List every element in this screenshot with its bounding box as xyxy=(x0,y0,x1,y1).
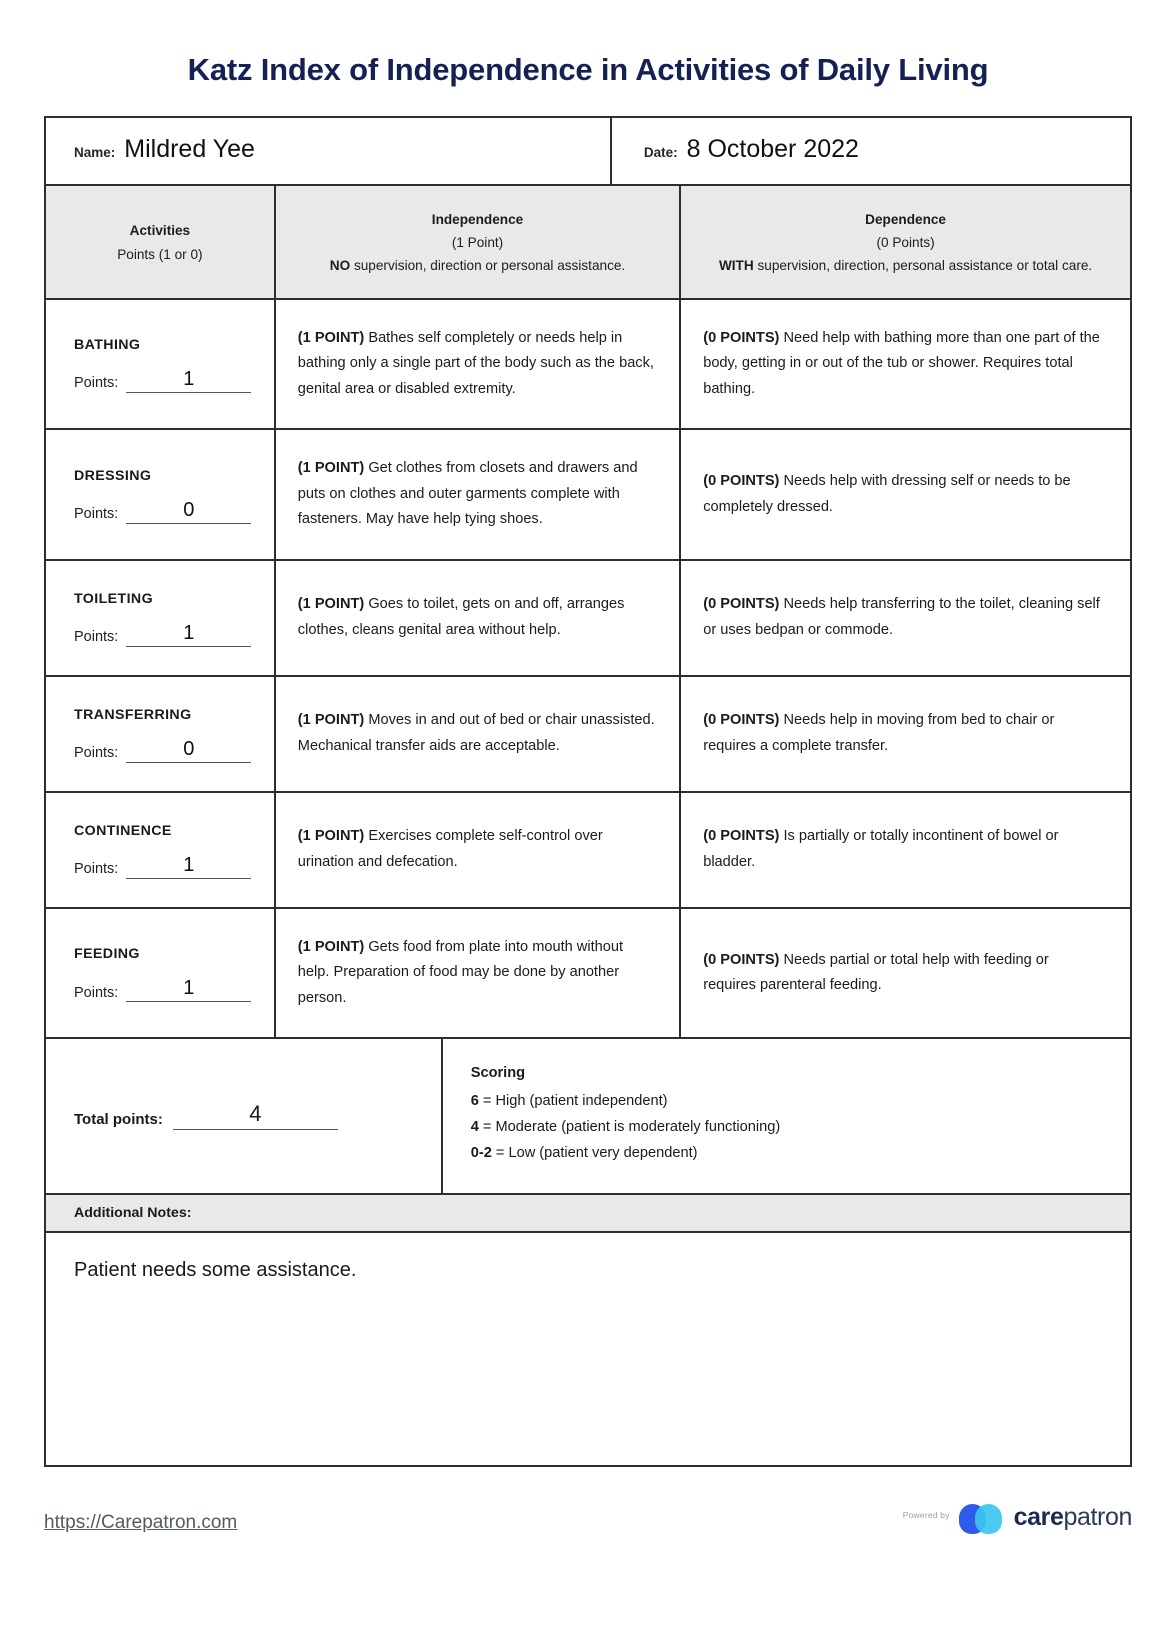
independence-cell xyxy=(276,430,681,559)
activity-points-cell xyxy=(46,677,276,791)
page-title: Katz Index of Independence in Activities of Daily Living xyxy=(187,52,989,87)
independence-description xyxy=(298,824,655,875)
independence-text: Exercises complete self-control over urination and defecation. xyxy=(297,828,603,870)
scoring-item-text: = High (patient independent) xyxy=(478,1093,668,1110)
header-activities-sub: Points (1 or 0) xyxy=(117,246,203,262)
header-dependence-points: (0 Points) xyxy=(876,234,935,250)
header-activities-title: Activities xyxy=(129,223,191,239)
katz-index-table xyxy=(44,116,1132,1467)
independence-cell xyxy=(276,793,681,907)
header-independence-title: Independence xyxy=(431,211,524,227)
scoring-item-key: 0-2 xyxy=(470,1145,492,1162)
activity-row xyxy=(46,677,1130,793)
dependence-cell xyxy=(681,561,1130,675)
date-label: Date: xyxy=(643,145,678,160)
page-footer xyxy=(44,1503,1132,1534)
total-points-value[interactable]: 4 xyxy=(173,1103,338,1130)
activity-name: TRANSFERRING xyxy=(74,706,192,723)
header-dependence-title: Dependence xyxy=(865,211,946,227)
activity-points-line xyxy=(74,369,254,393)
dependence-description xyxy=(703,948,1104,999)
dependence-cell xyxy=(681,909,1130,1038)
points-label: Points: xyxy=(74,506,119,523)
header-independence-desc-bold: NO xyxy=(329,258,351,274)
scoring-legend xyxy=(443,1039,1130,1193)
scoring-item-text: = Low (patient very dependent) xyxy=(491,1145,698,1162)
activity-row xyxy=(46,793,1130,909)
activity-name: BATHING xyxy=(74,336,141,353)
header-dependence-desc-bold: WITH xyxy=(718,258,754,274)
independence-description xyxy=(298,935,655,1012)
dependence-cell xyxy=(681,677,1130,791)
dependence-description xyxy=(703,326,1104,403)
activity-points-cell xyxy=(46,430,276,559)
dependence-description xyxy=(703,592,1104,643)
dependence-text: Needs partial or total help with feeding or requires parenteral feeding. xyxy=(703,951,1049,994)
header-dependence-desc-rest: supervision, direction, personal assistance or total care. xyxy=(753,258,1093,274)
activity-row xyxy=(46,430,1130,561)
carepatron-branding xyxy=(903,1503,1132,1534)
activity-points-cell xyxy=(46,793,276,907)
dependence-point-tag: (0 POINTS) xyxy=(703,712,780,729)
activity-points-line xyxy=(74,855,254,879)
dependence-point-tag: (0 POINTS) xyxy=(703,828,780,845)
additional-notes-heading: Additional Notes: xyxy=(46,1195,1130,1233)
independence-point-tag: (1 POINT) xyxy=(297,938,365,955)
wordmark-care: care xyxy=(1013,1503,1064,1531)
independence-cell xyxy=(276,300,681,429)
total-points-cell xyxy=(46,1039,443,1193)
independence-text: Goes to toilet, gets on and off, arranges clothes, cleans genital area without help. xyxy=(297,596,625,638)
dependence-point-tag: (0 POINTS) xyxy=(703,596,780,613)
independence-text: Bathes self completely or needs help in bathing only a single part of the body such as the back, genital area or disabled extremity. xyxy=(297,329,654,397)
powered-by-label: Powered by xyxy=(902,1510,950,1520)
activity-points-cell xyxy=(46,909,276,1038)
dependence-description xyxy=(703,469,1104,520)
independence-text: Moves in and out of bed or chair unassisted. Mechanical transfer aids are acceptable. xyxy=(297,712,655,754)
points-label: Points: xyxy=(74,629,119,646)
independence-description xyxy=(298,456,655,533)
independence-description xyxy=(298,326,655,403)
activity-row xyxy=(46,561,1130,677)
wordmark-patron: patron xyxy=(1063,1503,1132,1531)
points-label: Points: xyxy=(74,984,119,1001)
activity-rows xyxy=(46,300,1130,1040)
scoring-title: Scoring xyxy=(470,1065,526,1082)
dependence-cell xyxy=(681,300,1130,429)
points-label: Points: xyxy=(74,861,119,878)
header-activities xyxy=(46,186,276,298)
scoring-row xyxy=(46,1039,1130,1195)
activity-name: FEEDING xyxy=(74,946,140,963)
points-value[interactable]: 1 xyxy=(126,978,251,1002)
scoring-item xyxy=(471,1089,1104,1115)
scoring-item xyxy=(471,1115,1104,1141)
activity-name: CONTINENCE xyxy=(74,822,172,839)
date-field[interactable] xyxy=(612,118,1130,184)
activity-points-line xyxy=(74,739,254,763)
points-label: Points: xyxy=(74,745,119,762)
scoring-item xyxy=(471,1141,1104,1167)
carepatron-wordmark xyxy=(1014,1503,1132,1534)
activity-name: TOILETING xyxy=(74,590,154,607)
activity-points-cell xyxy=(46,561,276,675)
dependence-point-tag: (0 POINTS) xyxy=(703,951,780,968)
scoring-item-key: 6 xyxy=(470,1093,479,1110)
total-points-label: Total points: xyxy=(74,1110,163,1128)
activity-points-line xyxy=(74,978,254,1002)
patient-identification-row xyxy=(46,118,1130,186)
name-label: Name: xyxy=(74,145,116,160)
independence-point-tag: (1 POINT) xyxy=(297,712,365,729)
header-independence-desc xyxy=(294,254,661,277)
header-independence-points: (1 Point) xyxy=(451,234,504,250)
dependence-cell xyxy=(681,793,1130,907)
header-dependence xyxy=(681,186,1130,298)
activity-points-line xyxy=(74,623,254,647)
independence-point-tag: (1 POINT) xyxy=(297,460,365,477)
scoring-items xyxy=(471,1089,1104,1167)
dependence-cell xyxy=(681,430,1130,559)
independence-cell xyxy=(276,677,681,791)
header-independence-desc-rest: supervision, direction or personal assistance. xyxy=(350,258,626,274)
independence-point-tag: (1 POINT) xyxy=(297,329,365,346)
date-value: 8 October 2022 xyxy=(686,135,859,163)
dependence-text: Needs help with dressing self or needs to be completely dressed. xyxy=(703,472,1071,515)
independence-point-tag: (1 POINT) xyxy=(297,596,365,613)
activity-points-cell xyxy=(46,300,276,429)
header-independence xyxy=(276,186,681,298)
activity-row xyxy=(46,300,1130,431)
independence-cell xyxy=(276,561,681,675)
points-value[interactable]: 0 xyxy=(126,739,251,763)
points-value[interactable]: 1 xyxy=(126,855,251,879)
carepatron-link[interactable]: https://Carepatron.com xyxy=(44,1512,238,1533)
dependence-text: Need help with bathing more than one part of the body, getting in or out of the tub or shower. Requires total bathing. xyxy=(703,329,1100,397)
independence-point-tag: (1 POINT) xyxy=(297,828,365,845)
dependence-point-tag: (0 POINTS) xyxy=(703,329,780,346)
activity-row xyxy=(46,909,1130,1040)
activity-points-line xyxy=(74,500,254,524)
dependence-text: Needs help in moving from bed to chair or requires a complete transfer. xyxy=(703,712,1055,754)
independence-text: Gets food from plate into mouth without help. Preparation of food may be done by another person. xyxy=(297,938,624,1006)
independence-description xyxy=(298,708,655,759)
name-field[interactable] xyxy=(46,118,612,184)
table-column-headers xyxy=(46,186,1130,300)
scoring-item-text: = Moderate (patient is moderately functioning) xyxy=(478,1119,781,1136)
activity-name: DRESSING xyxy=(74,467,152,484)
points-value[interactable]: 1 xyxy=(126,623,251,647)
independence-text: Get clothes from closets and drawers and puts on clothes and outer garments complete with fasteners. May have help tying shoes. xyxy=(297,460,638,528)
points-label: Points: xyxy=(74,375,119,392)
dependence-point-tag: (0 POINTS) xyxy=(703,472,780,489)
points-value[interactable]: 0 xyxy=(126,500,251,524)
dependence-description xyxy=(703,708,1104,759)
name-value: Mildred Yee xyxy=(124,135,255,163)
dependence-text: Is partially or totally incontinent of bowel or bladder. xyxy=(703,828,1059,870)
independence-cell xyxy=(276,909,681,1038)
total-points-line xyxy=(74,1100,415,1130)
independence-description xyxy=(298,592,655,643)
dependence-description xyxy=(703,824,1104,875)
scoring-item-key: 4 xyxy=(470,1119,479,1136)
points-value[interactable]: 1 xyxy=(126,369,251,393)
carepatron-logo-icon xyxy=(959,1504,1005,1534)
header-dependence-desc xyxy=(699,254,1112,277)
dependence-text: Needs help transferring to the toilet, cleaning self or uses bedpan or commode. xyxy=(703,596,1100,638)
additional-notes-value[interactable]: Patient needs some assistance. xyxy=(74,1259,357,1282)
